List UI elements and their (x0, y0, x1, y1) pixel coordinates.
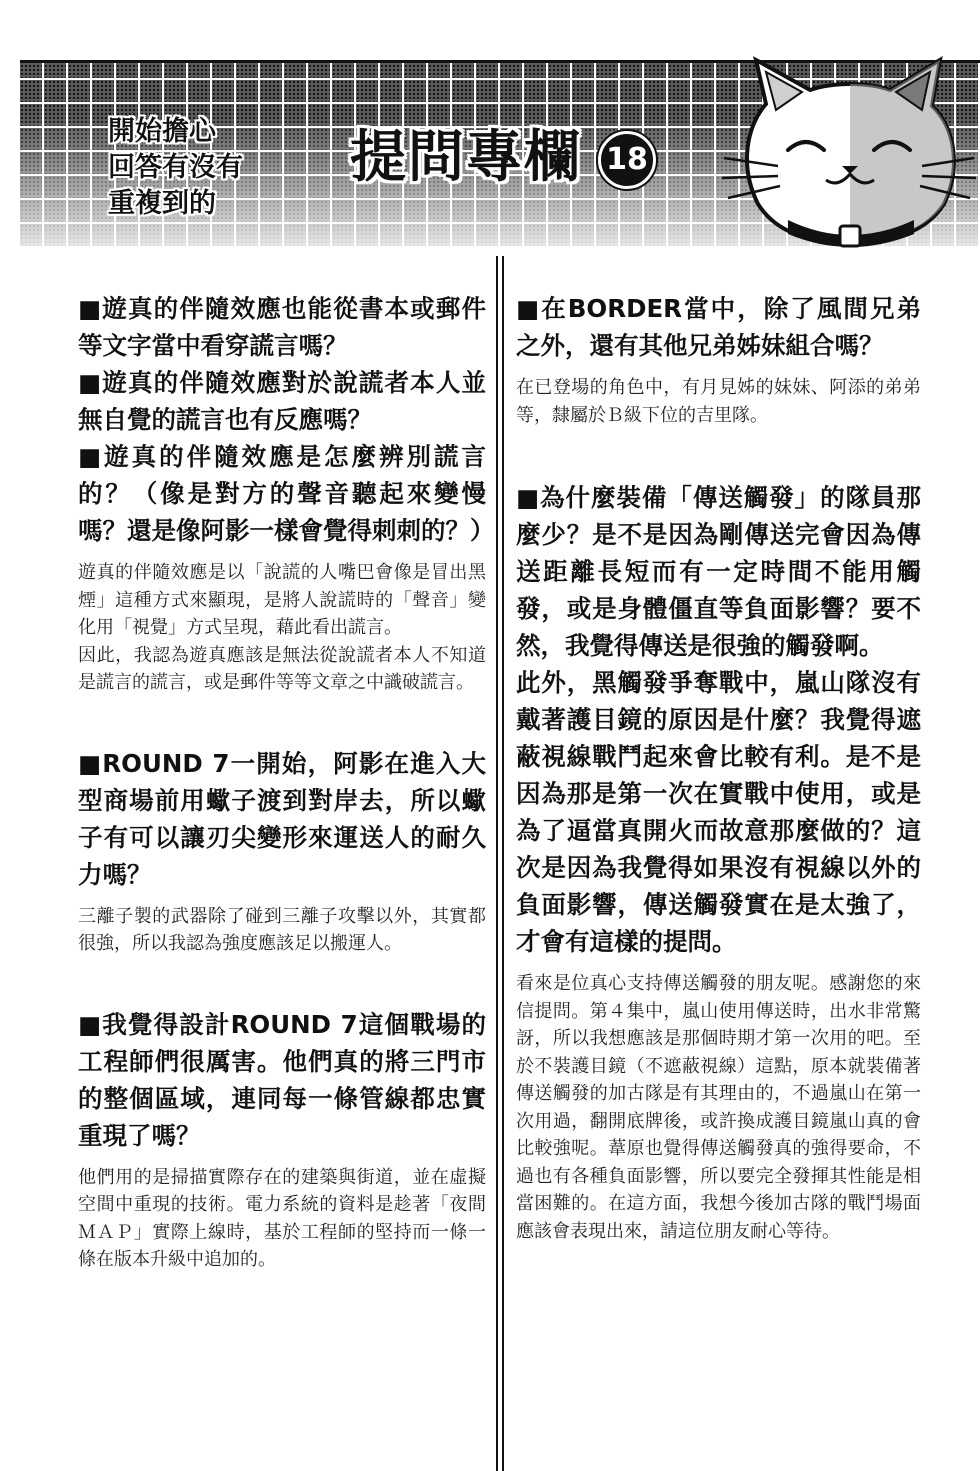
qa-item (78, 1006, 486, 1274)
answer: 他們用的是掃描實際存在的建築與街道，並在虛擬空間中重現的技術。電力系統的資料是趁著「夜間ＭＡＰ」實際上線時，基於工程師的堅持而一條一條在版本升級中追加的。 (78, 1166, 486, 1270)
question: ■我覺得設計ROUND 7這個戰場的工程師們很厲害。他們真的將三門市的整個區域，連同每一條管線都忠實重現了嗎？ (78, 1009, 486, 1150)
question: ■遊真的伴隨效應是怎麼辨別謊言的？（像是對方的聲音聽起來變慢嗎？還是像阿影一樣會覺得刺刺的？） (78, 442, 495, 545)
left-column (78, 290, 495, 1274)
question: ■在BORDER當中，除了風間兄弟之外，還有其他兄弟姊妹組合嗎？ (516, 294, 921, 360)
page-title: 提問專欄 (350, 125, 582, 190)
issue-number-badge: 18 (598, 131, 656, 189)
column-subtitle (108, 114, 268, 222)
answer: 在已登場的角色中，有月見姊的妹妹、阿添的弟弟等，隸屬於Ｂ級下位的吉里隊。 (516, 377, 921, 426)
question: ■ROUND 7一開始，阿影在進入大型商場前用蠍子渡到對岸去，所以蠍子有可以讓刃尖變形來運送人的耐久力嗎？ (78, 748, 486, 889)
question: ■遊真的伴隨效應對於說謊者本人並無自覺的謊言也有反應嗎？ (78, 368, 486, 434)
qa-item (516, 479, 921, 1245)
answer: 遊真的伴隨效應是以「說謊的人嘴巴會像是冒出黑煙」這種方式來顯現，是將人說謊時的「聲音」變化用「視覺」方式呈現，藉此看出謊言。 因此，我認為遊真應該是無法從說謊者本人不知道是謊言的謊言，或是郵件等等文章之中識破謊言。 (78, 562, 486, 693)
subtitle-line: 重複到的 (108, 188, 216, 219)
qa-item (78, 745, 486, 958)
question: 此外，黑觸發爭奪戰中，嵐山隊沒有戴著護目鏡的原因是什麼？我覺得遮蔽視線戰鬥起來會比較有利。是不是因為那是第一次在實戰中使用，或是為了逼當真開火而故意那麼做的？這次是因為我覺得如果沒有視線以外的負面影響，傳送觸發實在是太強了，才會有這樣的提問。 (516, 668, 921, 956)
right-column (516, 290, 921, 1245)
answer: 三離子製的武器除了碰到三離子攻擊以外，其實都很強，所以我認為強度應該足以搬運人。 (78, 905, 486, 954)
subtitle-line: 開始擔心 (108, 116, 216, 147)
qa-item (78, 290, 495, 697)
question: ■為什麼裝備「傳送觸發」的隊員那麼少？是不是因為剛傳送完會因為傳送距離長短而有一定時間不能用觸發，或是身體僵直等負面影響？要不然，我覺得傳送是很強的觸發啊。 (516, 483, 921, 660)
question: ■遊真的伴隨效應也能從書本或郵件等文字當中看穿謊言嗎？ (78, 294, 486, 360)
answer: 看來是位真心支持傳送觸發的朋友呢。感謝您的來信提問。第４集中，嵐山使用傳送時，出水非常驚訝，所以我想應該是那個時期才第一次用的吧。至於不裝護目鏡（不遮蔽視線）這點，原本就裝備著傳送觸發的加古隊是有其理由的，不過嵐山在第一次用過，翻開底牌後，或許換成護目鏡嵐山真的會比較強呢。葦原也覺得傳送觸發真的強得要命，不過也有各種負面影響，所以要完全發揮其性能是相當困難的。在這方面，我想今後加古隊的戰鬥場面應該會表現出來，請這位朋友耐心等待。 (516, 973, 921, 1242)
column-divider (496, 256, 504, 1471)
cat-mascot-icon (718, 54, 980, 250)
qa-item (516, 290, 921, 429)
subtitle-line: 回答有沒有 (108, 152, 243, 183)
